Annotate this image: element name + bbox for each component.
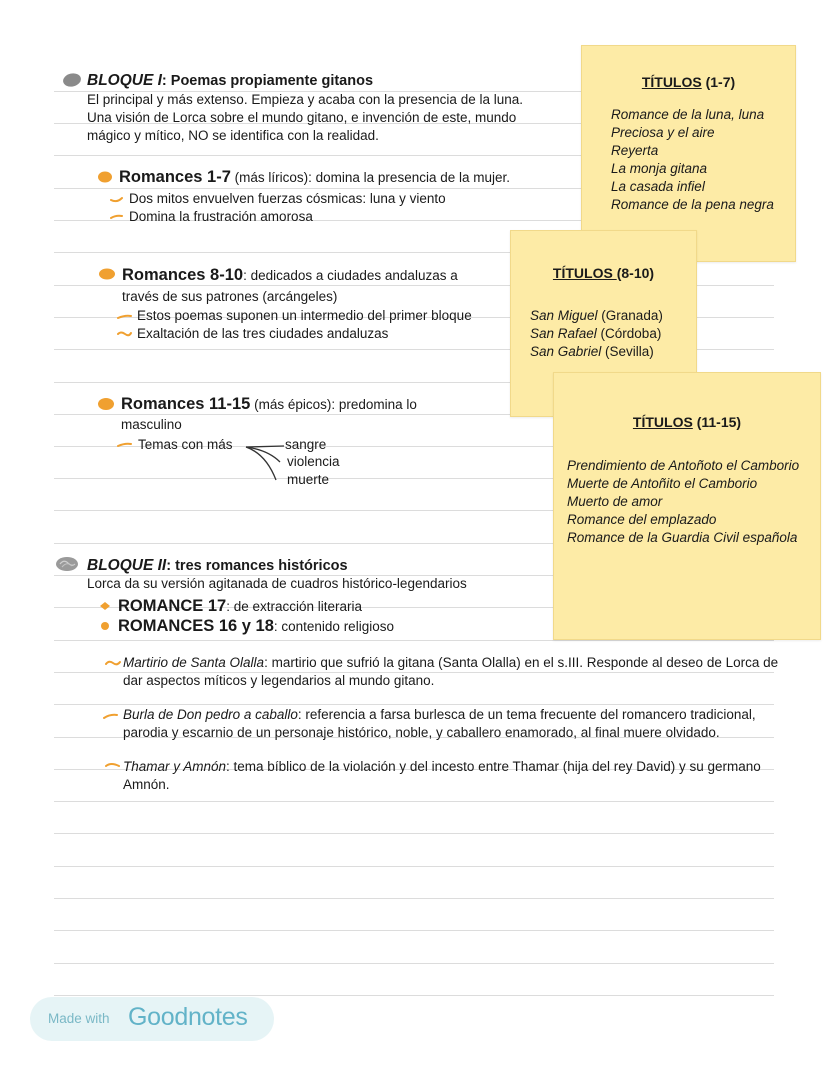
item-thamar-text: : tema bíblico de la violación y del incesto entre Thamar (hija del rey David) y su germano Amnón. bbox=[123, 759, 761, 792]
romances-1-7-title: Romances 1-7 bbox=[119, 168, 231, 186]
romances-16-18-desc: : contenido religioso bbox=[273, 619, 394, 634]
romance-17-title: ROMANCE 17 bbox=[118, 597, 227, 615]
note-2-title-range: (8-10) bbox=[616, 265, 655, 281]
note-1-item: La casada infiel bbox=[611, 179, 705, 194]
orange-blob-bullet-icon bbox=[100, 621, 110, 631]
orange-blob-bullet-icon bbox=[97, 170, 113, 184]
romances-16-18-heading bbox=[118, 617, 394, 636]
bloque-2-subtitle: : tres romances históricos bbox=[166, 558, 348, 574]
orange-dash-bullet-icon bbox=[117, 313, 133, 321]
item-burla bbox=[123, 706, 788, 742]
sticky-note-titulos-11-15[interactable] bbox=[553, 372, 821, 640]
note-3-title bbox=[554, 414, 820, 430]
orange-dash-bullet-icon bbox=[105, 659, 121, 667]
note-1-title-word: TÍTULOS bbox=[641, 74, 702, 90]
note-2-list bbox=[530, 307, 663, 361]
orange-dash-bullet-icon bbox=[110, 196, 124, 204]
note-3-item: Muerte de Antoñito el Camborio bbox=[567, 476, 758, 491]
note-2-item-name: San Gabriel bbox=[530, 344, 602, 359]
romance-17-desc: : de extracción literaria bbox=[226, 599, 362, 614]
romances-1-7-paren: (más líricos) bbox=[230, 170, 309, 185]
note-2-item-city: (Granada) bbox=[597, 308, 663, 323]
gray-blob-bullet-icon bbox=[62, 72, 82, 88]
note-1-item: Romance de la luna, luna bbox=[611, 107, 765, 122]
bloque-2-heading bbox=[87, 557, 348, 575]
orange-dash-bullet-icon bbox=[117, 441, 133, 449]
romances-8-10-desc-line-2: través de sus patrones (arcángeles) bbox=[122, 289, 338, 304]
romances-8-10-bullet-1: Estos poemas suponen un intermedio del primer bloque bbox=[137, 308, 472, 323]
item-burla-text: : referencia a farsa burlesca de un tema frecuente del romancero tradicional, parodia y escarnio de un personaje histórico, noble, y caballero enamorado, al final muere olvidado. bbox=[123, 707, 756, 740]
orange-blob-bullet-icon bbox=[99, 601, 111, 611]
bloque-2-desc: Lorca da su versión agitanada de cuadros histórico-legendarios bbox=[87, 576, 467, 591]
romance-17-heading bbox=[118, 597, 362, 616]
item-martirio-text: : martirio que sufrió la gitana (Santa Olalla) en el s.III. Responde al deseo de Lorca de dar aspectos míticos y legendarios al mundo gitano. bbox=[123, 655, 779, 688]
bloque-1-desc-line-3: mágico y mítico, NO se identifica con la realidad. bbox=[87, 128, 379, 143]
romances-11-15-heading bbox=[121, 395, 417, 414]
note-1-item: Preciosa y el aire bbox=[611, 125, 715, 140]
item-burla-title: Burla de Don pedro a caballo bbox=[123, 707, 298, 722]
note-3-item: Muerto de amor bbox=[567, 494, 663, 509]
item-thamar bbox=[123, 758, 788, 794]
romances-8-10-bullet-2: Exaltación de las tres ciudades andaluzas bbox=[137, 326, 389, 341]
romances-11-15-title: Romances 11-15 bbox=[121, 395, 251, 413]
romances-11-15-desc-line-2: masculino bbox=[121, 417, 182, 432]
bloque-2-label: BLOQUE II bbox=[87, 557, 167, 574]
romances-11-15-desc: : predomina lo bbox=[331, 397, 417, 412]
romances-11-15-paren: (más épicos) bbox=[250, 397, 332, 412]
romances-1-7-bullet-2: Domina la frustración amorosa bbox=[129, 209, 313, 224]
item-martirio-title: Martirio de Santa Olalla bbox=[123, 655, 265, 670]
bloque-1-desc-line-1: El principal y más extenso. Empieza y acaba con la presencia de la luna. bbox=[87, 92, 523, 107]
orange-dash-bullet-icon bbox=[117, 330, 133, 338]
romances-8-10-desc: : dedicados a ciudades andaluzas a bbox=[243, 268, 458, 283]
romances-1-7-bullet-1: Dos mitos envuelven fuerzas cósmicas: luna y viento bbox=[129, 191, 446, 206]
note-3-title-word: TÍTULOS bbox=[632, 414, 693, 430]
made-with-label: Made with bbox=[48, 1011, 110, 1026]
orange-blob-bullet-icon bbox=[98, 267, 116, 281]
branch-brace-icon bbox=[242, 440, 288, 486]
bloque-1-label: BLOQUE I bbox=[87, 72, 162, 89]
item-martirio bbox=[123, 654, 788, 690]
romances-1-7-desc: : domina la presencia de la mujer. bbox=[308, 170, 511, 185]
goodnotes-brand: Goodnotes bbox=[128, 1003, 248, 1031]
orange-blob-bullet-icon bbox=[97, 397, 115, 411]
note-3-item: Romance de la Guardia Civil española bbox=[567, 530, 798, 545]
note-2-item bbox=[530, 325, 663, 343]
note-1-title bbox=[582, 74, 795, 90]
note-2-item bbox=[530, 343, 663, 361]
romances-8-10-title: Romances 8-10 bbox=[122, 266, 244, 284]
note-1-item: Reyerta bbox=[611, 143, 659, 158]
note-3-item: Prendimiento de Antoñoto el Camborio bbox=[567, 458, 800, 473]
note-2-item-city: (Córdoba) bbox=[596, 326, 662, 341]
orange-dash-bullet-icon bbox=[105, 761, 121, 769]
romances-1-7-heading bbox=[119, 168, 510, 187]
note-2-item-city: (Sevilla) bbox=[601, 344, 654, 359]
gray-scribble-bullet-icon bbox=[54, 555, 80, 573]
temas-label: Temas con más bbox=[138, 437, 233, 452]
note-1-title-range: (1-7) bbox=[701, 74, 736, 90]
note-2-item bbox=[530, 307, 663, 325]
note-1-item: Romance de la pena negra bbox=[611, 197, 774, 212]
note-3-item: Romance del emplazado bbox=[567, 512, 717, 527]
bloque-1-desc-line-2: Una visión de Lorca sobre el mundo gitano, e invención de este, mundo bbox=[87, 110, 517, 125]
note-1-item: La monja gitana bbox=[611, 161, 708, 176]
note-3-list bbox=[567, 457, 799, 547]
note-1-list bbox=[611, 106, 774, 214]
tema-muerte: muerte bbox=[287, 472, 330, 487]
tema-violencia: violencia bbox=[287, 454, 340, 469]
note-2-item-name: San Rafael bbox=[530, 326, 597, 341]
orange-dash-bullet-icon bbox=[110, 213, 124, 221]
item-thamar-title: Thamar y Amnón bbox=[123, 759, 227, 774]
orange-dash-bullet-icon bbox=[103, 712, 119, 720]
romances-8-10-heading bbox=[122, 266, 458, 285]
tema-sangre: sangre bbox=[285, 437, 327, 452]
note-2-title bbox=[511, 265, 696, 281]
note-2-title-word: TÍTULOS bbox=[552, 265, 617, 281]
bloque-1-heading bbox=[87, 72, 373, 90]
note-2-item-name: San Miguel bbox=[530, 308, 598, 323]
note-3-title-range: (11-15) bbox=[692, 414, 742, 430]
romances-16-18-title: ROMANCES 16 y 18 bbox=[118, 617, 274, 635]
bloque-1-subtitle: : Poemas propiamente gitanos bbox=[161, 73, 374, 89]
made-with-goodnotes-badge[interactable] bbox=[30, 997, 274, 1041]
